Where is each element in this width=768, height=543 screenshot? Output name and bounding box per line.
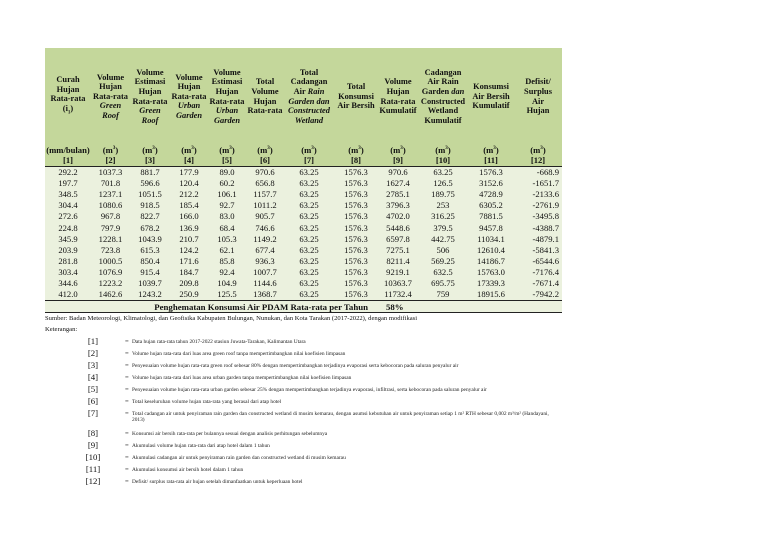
table-row bbox=[45, 167, 562, 179]
table-row bbox=[45, 289, 562, 301]
table-cell: 822.7 bbox=[130, 211, 170, 222]
table-cell: 1051.5 bbox=[130, 189, 170, 200]
unit-cell: $(m^3)$ bbox=[130, 145, 170, 156]
table-cell: 292.2 bbox=[45, 167, 91, 179]
table-cell: 1228.1 bbox=[91, 234, 130, 245]
column-number: [9] bbox=[378, 156, 418, 167]
note-item bbox=[45, 464, 545, 476]
note-key: [2] bbox=[87, 348, 99, 358]
table-cell: 1007.7 bbox=[246, 267, 284, 278]
table-cell: 272.6 bbox=[45, 211, 91, 222]
unit-cell: $(m^3)$ bbox=[170, 145, 208, 156]
table-cell: 970.6 bbox=[246, 167, 284, 179]
table-cell: 967.8 bbox=[91, 211, 130, 222]
table-cell: 344.6 bbox=[45, 278, 91, 289]
note-text: Akumulasi konsumsi air bersih hotel dalam 1 tahun bbox=[132, 467, 244, 473]
table-cell: 185.4 bbox=[170, 200, 208, 211]
table-row bbox=[45, 211, 562, 222]
note-text: Konsumsi air bersih rata-rata per bulannya sesuai dengan analisis perhitungan sebelumnya bbox=[132, 431, 328, 437]
table-cell: 1243.2 bbox=[130, 289, 170, 301]
table-cell: 348.5 bbox=[45, 189, 91, 200]
table-cell: 615.3 bbox=[130, 245, 170, 256]
table-cell: 936.3 bbox=[246, 256, 284, 267]
table-cell: 63.25 bbox=[284, 234, 334, 245]
table-cell: 1576.3 bbox=[334, 245, 378, 256]
table-cell: 120.4 bbox=[170, 178, 208, 189]
note-key: [12] bbox=[85, 476, 101, 486]
column-number: [12] bbox=[514, 156, 562, 167]
table-row bbox=[45, 234, 562, 245]
table-cell: 124.2 bbox=[170, 245, 208, 256]
note-text: Defisit/ surplus rata-rata air hujan setelah dimanfaatkan untuk keperluaan hotel bbox=[132, 479, 303, 485]
table-cell: 1000.5 bbox=[91, 256, 130, 267]
table-cell: -6544.6 bbox=[514, 256, 562, 267]
table-cell: 1462.6 bbox=[91, 289, 130, 301]
table-body bbox=[45, 167, 562, 301]
table-cell: 1223.2 bbox=[91, 278, 130, 289]
table-cell: 316.25 bbox=[418, 211, 468, 222]
table-source: Sumber: Badan Meteorologi, Klimatologi, dan Geofisika Kabupaten Bulungan, Nunukan, dan Kota Tarakan (2017-2022), dengan modifikasi bbox=[45, 315, 418, 323]
table-cell: 104.9 bbox=[208, 278, 246, 289]
water-balance-sheet bbox=[45, 48, 562, 334]
col-header-8: Total Konsumsi Air Bersih bbox=[334, 48, 378, 145]
unit-cell: $(m^3)$ bbox=[91, 145, 130, 156]
table-cell: 18915.6 bbox=[468, 289, 514, 301]
table-cell: -4879.1 bbox=[514, 234, 562, 245]
table-cell: 189.75 bbox=[418, 189, 468, 200]
table-cell: 63.25 bbox=[284, 256, 334, 267]
table-cell: 68.4 bbox=[208, 222, 246, 233]
table-row bbox=[45, 278, 562, 289]
table-cell: 379.5 bbox=[418, 222, 468, 233]
table-cell: 1039.7 bbox=[130, 278, 170, 289]
note-equals: = bbox=[125, 386, 129, 393]
table-cell: 1576.3 bbox=[334, 167, 378, 179]
note-equals: = bbox=[125, 430, 129, 437]
note-equals: = bbox=[125, 478, 129, 485]
table-cell: 224.8 bbox=[45, 222, 91, 233]
table-cell: 632.5 bbox=[418, 267, 468, 278]
note-item bbox=[45, 348, 545, 360]
table-cell: 345.9 bbox=[45, 234, 91, 245]
note-key: [3] bbox=[87, 360, 99, 370]
table-cell: 63.25 bbox=[284, 245, 334, 256]
table-cell: 209.8 bbox=[170, 278, 208, 289]
col-header-10: Cadangan Air Rain Garden dan Constructed Wetland Kumulatif bbox=[418, 48, 468, 145]
unit-cell: $(m^3)$ bbox=[334, 145, 378, 156]
column-number: [4] bbox=[170, 156, 208, 167]
table-cell: -7942.2 bbox=[514, 289, 562, 301]
table-cell: 63.25 bbox=[418, 167, 468, 179]
table-cell: 14186.7 bbox=[468, 256, 514, 267]
table-cell: 1080.6 bbox=[91, 200, 130, 211]
table-cell: 4728.9 bbox=[468, 189, 514, 200]
table-cell: 677.4 bbox=[246, 245, 284, 256]
table-cell: 3796.3 bbox=[378, 200, 418, 211]
table-cell: 63.25 bbox=[284, 222, 334, 233]
header-row bbox=[45, 48, 562, 145]
note-equals: = bbox=[125, 466, 129, 473]
column-number: [2] bbox=[91, 156, 130, 167]
table-cell: 89.0 bbox=[208, 167, 246, 179]
table-row bbox=[45, 256, 562, 267]
column-number: [11] bbox=[468, 156, 514, 167]
table-cell: 9219.1 bbox=[378, 267, 418, 278]
table-row bbox=[45, 189, 562, 200]
table-cell: 63.25 bbox=[284, 178, 334, 189]
note-key: [6] bbox=[87, 396, 99, 406]
table-cell: 1576.3 bbox=[468, 167, 514, 179]
unit-cell: $(m^3)$ bbox=[208, 145, 246, 156]
table-cell: 759 bbox=[418, 289, 468, 301]
note-item bbox=[45, 396, 545, 408]
note-item bbox=[45, 372, 545, 384]
table-cell: -3495.8 bbox=[514, 211, 562, 222]
table-cell: 136.9 bbox=[170, 222, 208, 233]
note-item bbox=[45, 440, 545, 452]
col-header-3: Volume Estimasi Hujan Rata-rata Green Roof bbox=[130, 48, 170, 145]
table-cell: 92.7 bbox=[208, 200, 246, 211]
table-cell: 1149.2 bbox=[246, 234, 284, 245]
table-row bbox=[45, 267, 562, 278]
table-cell: 1627.4 bbox=[378, 178, 418, 189]
table-cell: 1157.7 bbox=[246, 189, 284, 200]
note-item bbox=[45, 476, 545, 488]
table-cell: 203.9 bbox=[45, 245, 91, 256]
table-cell: -4388.7 bbox=[514, 222, 562, 233]
table-cell: -1651.7 bbox=[514, 178, 562, 189]
column-number-row bbox=[45, 156, 562, 167]
table-row bbox=[45, 178, 562, 189]
table-cell: 6597.8 bbox=[378, 234, 418, 245]
table-cell: 1011.2 bbox=[246, 200, 284, 211]
note-text: Penyesuaian volume hujan rata-rata green roof sebesar 80% dengan mempertimbangkan terjadinya evaporasi serta kebocoran pada saluran penyalur air bbox=[132, 363, 459, 369]
table-cell: 797.9 bbox=[91, 222, 130, 233]
note-text: Total cadangan air untuk penyiraman rain garden dan constructed wetland di musim kemarau, dengan asumsi kebutuhan air untuk penyiraman setiap 1 m² RTH sebesar 0,002 m³/m² (Handayani, 2013) bbox=[132, 411, 549, 424]
table-cell: 184.7 bbox=[170, 267, 208, 278]
table-cell: 171.6 bbox=[170, 256, 208, 267]
table-cell: 63.25 bbox=[284, 289, 334, 301]
table-cell: 92.4 bbox=[208, 267, 246, 278]
note-equals: = bbox=[125, 338, 129, 345]
table-cell: 63.25 bbox=[284, 211, 334, 222]
table-cell: 1368.7 bbox=[246, 289, 284, 301]
note-item bbox=[45, 384, 545, 396]
table-cell: -7671.4 bbox=[514, 278, 562, 289]
unit-cell: $(m^3)$ bbox=[246, 145, 284, 156]
table-cell: -5841.3 bbox=[514, 245, 562, 256]
table-cell: 1037.3 bbox=[91, 167, 130, 179]
table-cell: 506 bbox=[418, 245, 468, 256]
table-cell: 1576.3 bbox=[334, 222, 378, 233]
table-row bbox=[45, 200, 562, 211]
table-cell: 106.1 bbox=[208, 189, 246, 200]
table-cell: 11732.4 bbox=[378, 289, 418, 301]
table-cell: 253 bbox=[418, 200, 468, 211]
column-number: [3] bbox=[130, 156, 170, 167]
table-cell: 1043.9 bbox=[130, 234, 170, 245]
note-text: Volume hujan rata-rata dari luas area green roof tanpa mempertimbangkan nilai koefisien limpasan bbox=[132, 351, 346, 357]
note-key: [8] bbox=[87, 428, 99, 438]
table-cell: 250.9 bbox=[170, 289, 208, 301]
col-header-12: Defisit/ Surplus Air Hujan bbox=[514, 48, 562, 145]
unit-cell: $(m^3)$ bbox=[284, 145, 334, 156]
unit-cell: $(m^3)$ bbox=[378, 145, 418, 156]
table-cell: 970.6 bbox=[378, 167, 418, 179]
note-text: Total keseluruhan volume hujan rata-rata yang berasal dari atap hotel bbox=[132, 399, 282, 405]
table-cell: 915.4 bbox=[130, 267, 170, 278]
summary-label: Penghematan Konsumsi Air PDAM Rata-rata per Tahun bbox=[45, 301, 378, 313]
table-cell: 695.75 bbox=[418, 278, 468, 289]
table-cell: 63.25 bbox=[284, 167, 334, 179]
table-cell: 412.0 bbox=[45, 289, 91, 301]
table-cell: 105.3 bbox=[208, 234, 246, 245]
table-cell: 177.9 bbox=[170, 167, 208, 179]
notes-title: Keterangan: bbox=[45, 326, 78, 334]
note-equals: = bbox=[125, 374, 129, 381]
table-cell: 701.8 bbox=[91, 178, 130, 189]
table-cell: 6305.2 bbox=[468, 200, 514, 211]
table-cell: 281.8 bbox=[45, 256, 91, 267]
table-cell: 1576.3 bbox=[334, 200, 378, 211]
table-cell: 63.25 bbox=[284, 278, 334, 289]
table-cell: -2761.9 bbox=[514, 200, 562, 211]
table-cell: 4702.0 bbox=[378, 211, 418, 222]
summary-row bbox=[45, 301, 562, 313]
note-equals: = bbox=[125, 410, 129, 417]
table-cell: 1576.3 bbox=[334, 189, 378, 200]
column-number: [10] bbox=[418, 156, 468, 167]
table-cell: 12610.4 bbox=[468, 245, 514, 256]
table-cell: 1576.3 bbox=[334, 234, 378, 245]
table-cell: 1576.3 bbox=[334, 178, 378, 189]
table-cell: 905.7 bbox=[246, 211, 284, 222]
col-header-11: Konsumsi Air Bersih Kumulatif bbox=[468, 48, 514, 145]
note-key: [1] bbox=[87, 336, 99, 346]
table-cell: 126.5 bbox=[418, 178, 468, 189]
table-cell: 303.4 bbox=[45, 267, 91, 278]
table-cell: 83.0 bbox=[208, 211, 246, 222]
table-cell: 197.7 bbox=[45, 178, 91, 189]
water-balance-table bbox=[45, 48, 562, 313]
note-text: Volume hujan rata-rata dari luas area urban garden tanpa mempertimbangkan nilai koefisien limpasan bbox=[132, 375, 352, 381]
note-item bbox=[45, 336, 545, 348]
note-text: Akumulasi cadangan air untuk penyiraman rain garden dan constructed wetland di musim kemarau bbox=[132, 455, 346, 461]
table-cell: 63.25 bbox=[284, 200, 334, 211]
note-equals: = bbox=[125, 454, 129, 461]
column-number: [1] bbox=[45, 156, 91, 167]
table-cell: 918.5 bbox=[130, 200, 170, 211]
table-cell: 60.2 bbox=[208, 178, 246, 189]
summary-value: 58% bbox=[378, 301, 562, 313]
table-cell: 1237.1 bbox=[91, 189, 130, 200]
table-cell: 5448.6 bbox=[378, 222, 418, 233]
table-cell: 1576.3 bbox=[334, 289, 378, 301]
table-cell: 62.1 bbox=[208, 245, 246, 256]
table-cell: 442.75 bbox=[418, 234, 468, 245]
note-key: [9] bbox=[87, 440, 99, 450]
table-cell: 11034.1 bbox=[468, 234, 514, 245]
table-cell: 17339.3 bbox=[468, 278, 514, 289]
table-cell: 9457.8 bbox=[468, 222, 514, 233]
table-cell: 1576.3 bbox=[334, 256, 378, 267]
table-cell: 1576.3 bbox=[334, 211, 378, 222]
table-cell: 212.2 bbox=[170, 189, 208, 200]
col-header-9: Volume Hujan Rata-rata Kumulatif bbox=[378, 48, 418, 145]
note-item bbox=[45, 360, 545, 372]
note-key: [11] bbox=[85, 464, 101, 474]
table-cell: 15763.0 bbox=[468, 267, 514, 278]
table-cell: 166.0 bbox=[170, 211, 208, 222]
note-item bbox=[45, 408, 549, 428]
col-header-5: Volume Estimasi Hujan Rata-rata Urban Garden bbox=[208, 48, 246, 145]
table-cell: 656.8 bbox=[246, 178, 284, 189]
unit-cell: $(m^3)$ bbox=[418, 145, 468, 156]
note-equals: = bbox=[125, 398, 129, 405]
table-cell: 304.4 bbox=[45, 200, 91, 211]
col-header-7: Total Cadangan Air Rain Garden dan Constructed Wetland bbox=[284, 48, 334, 145]
unit-cell: (mm/bulan) bbox=[46, 145, 90, 156]
table-cell: 1076.9 bbox=[91, 267, 130, 278]
table-cell: 1576.3 bbox=[334, 278, 378, 289]
table-cell: 10363.7 bbox=[378, 278, 418, 289]
col-header-1: Curah Hujan Rata-rata $(i_1)$ bbox=[45, 48, 91, 145]
table-cell: -7176.4 bbox=[514, 267, 562, 278]
notes-list bbox=[45, 336, 549, 488]
col-header-6: Total Volume Hujan Rata-rata bbox=[246, 48, 284, 145]
note-key: [5] bbox=[87, 384, 99, 394]
table-row bbox=[45, 245, 562, 256]
table-cell: 2785.1 bbox=[378, 189, 418, 200]
unit-cell: $(m^3)$ bbox=[468, 145, 514, 156]
table-cell: -668.9 bbox=[514, 167, 562, 179]
column-number: [5] bbox=[208, 156, 246, 167]
table-cell: 1576.3 bbox=[334, 267, 378, 278]
note-equals: = bbox=[125, 350, 129, 357]
col-header-4: Volume Hujan Rata-rata Urban Garden bbox=[170, 48, 208, 145]
table-cell: 881.7 bbox=[130, 167, 170, 179]
note-key: [10] bbox=[85, 452, 101, 462]
table-cell: 569.25 bbox=[418, 256, 468, 267]
note-key: [4] bbox=[87, 372, 99, 382]
table-cell: 63.25 bbox=[284, 267, 334, 278]
column-number: [7] bbox=[284, 156, 334, 167]
column-number: [6] bbox=[246, 156, 284, 167]
table-cell: 723.8 bbox=[91, 245, 130, 256]
note-text: Data hujan rata-rata tahun 2017-2022 stasiun Juwata-Tarakan, Kalimantan Utara bbox=[132, 339, 306, 345]
table-cell: 85.8 bbox=[208, 256, 246, 267]
table-row bbox=[45, 222, 562, 233]
note-equals: = bbox=[125, 362, 129, 369]
table-cell: 7881.5 bbox=[468, 211, 514, 222]
note-equals: = bbox=[125, 442, 129, 449]
column-number: [8] bbox=[334, 156, 378, 167]
note-item bbox=[45, 428, 545, 440]
table-cell: -2133.6 bbox=[514, 189, 562, 200]
table-cell: 746.6 bbox=[246, 222, 284, 233]
table-cell: 3152.6 bbox=[468, 178, 514, 189]
table-cell: 850.4 bbox=[130, 256, 170, 267]
note-text: Penyesuaian volume hujan rata-rata urban garden sebesar 25% dengan mempertimbangkan terjadinya evaporasi, infiltrasi, serta kebocoran pada saluran penyalur air bbox=[132, 387, 487, 393]
note-key: [7] bbox=[87, 408, 99, 418]
table-cell: 678.2 bbox=[130, 222, 170, 233]
table-cell: 210.7 bbox=[170, 234, 208, 245]
col-header-2: Volume Hujan Rata-rata Green Roof bbox=[91, 48, 130, 145]
table-cell: 63.25 bbox=[284, 189, 334, 200]
table-cell: 125.5 bbox=[208, 289, 246, 301]
table-cell: 1144.6 bbox=[246, 278, 284, 289]
unit-cell: $(m^3)$ bbox=[514, 145, 562, 156]
table-cell: 596.6 bbox=[130, 178, 170, 189]
table-cell: 7275.1 bbox=[378, 245, 418, 256]
table-cell: 8211.4 bbox=[378, 256, 418, 267]
note-item bbox=[45, 452, 545, 464]
note-text: Akumulasi volume hujan rata-rata dari atap hotel dalam 1 tahun bbox=[132, 443, 270, 449]
